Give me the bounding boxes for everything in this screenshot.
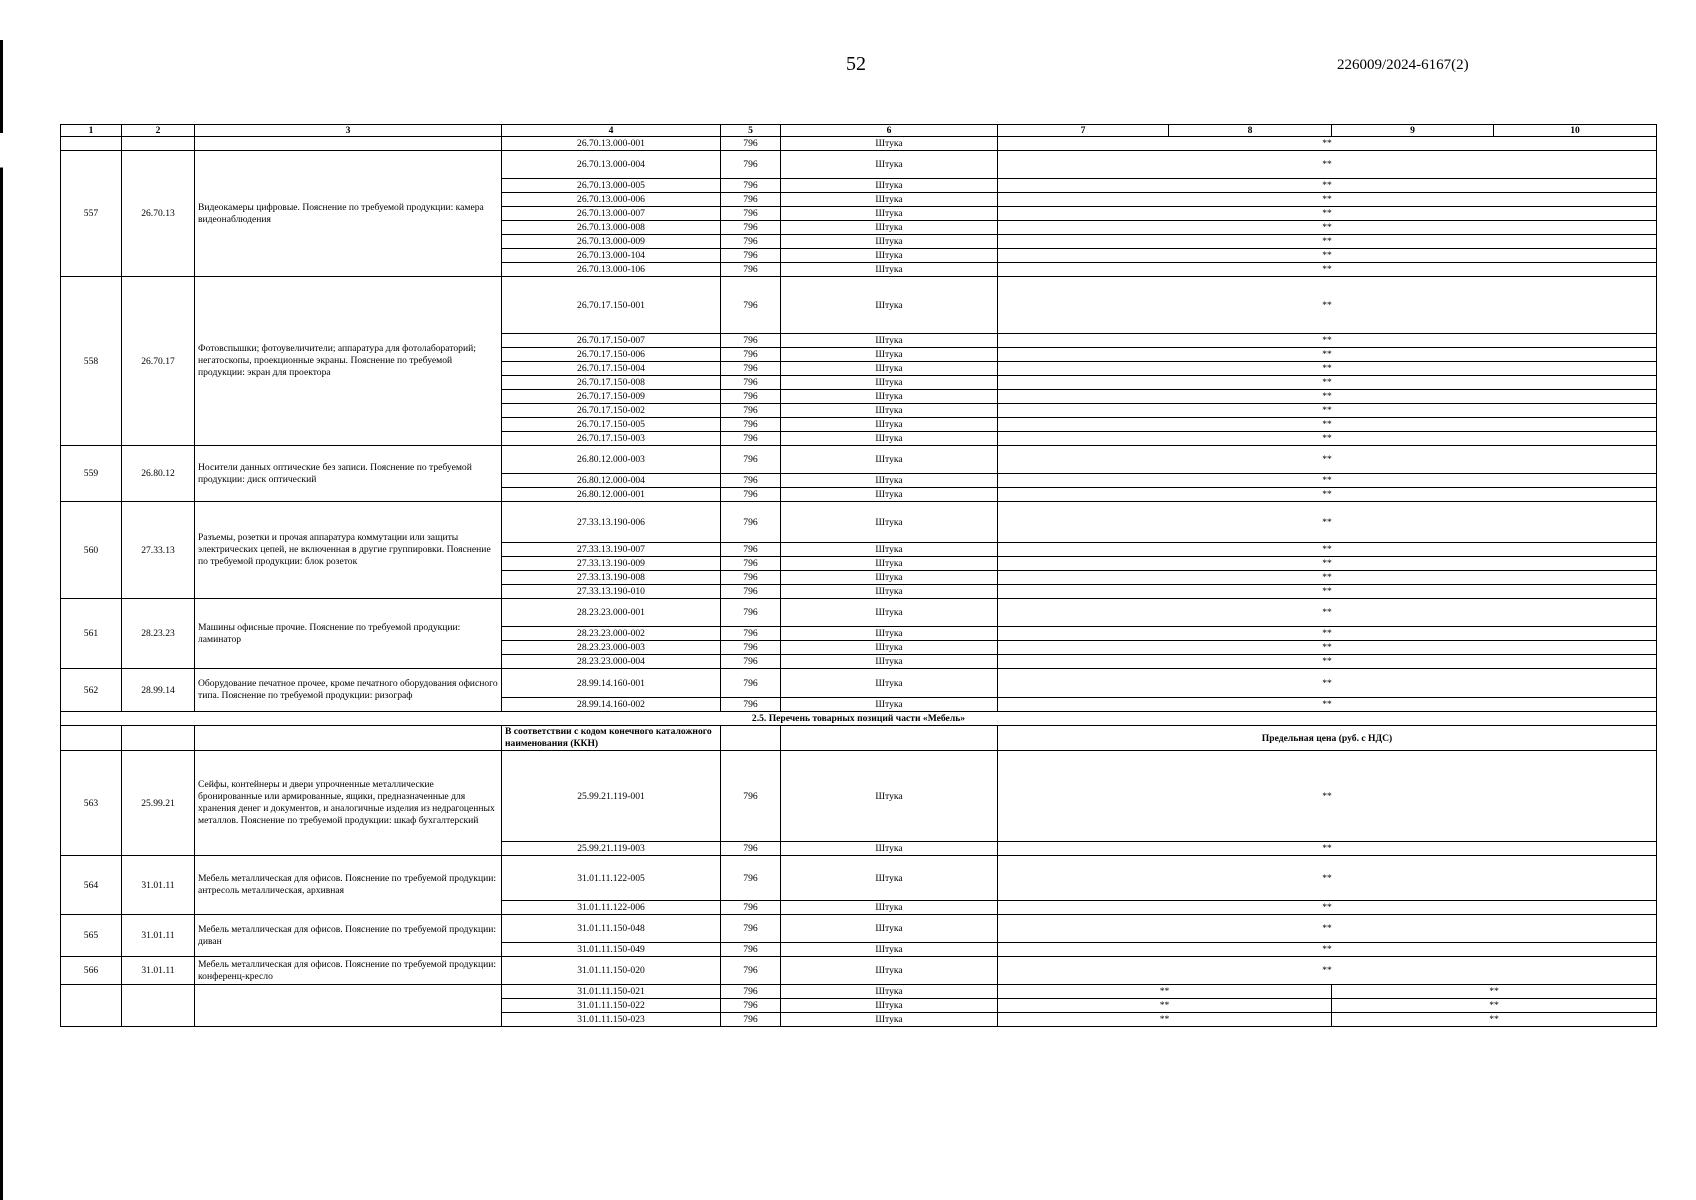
price-cell: **	[998, 856, 1657, 901]
price-cell: **	[998, 669, 1657, 698]
description: Мебель металлическая для офисов. Пояснение по требуемой продукции: антресоль металлическая, архивная	[195, 856, 502, 915]
row-number: 563	[61, 751, 122, 856]
price-cell: **	[998, 221, 1657, 235]
row-number	[61, 137, 122, 151]
unit-code: 796	[721, 627, 781, 641]
unit-code: 796	[721, 277, 781, 334]
unit-name: Штука	[781, 502, 998, 543]
table-row	[61, 151, 1657, 179]
row-number: 560	[61, 502, 122, 599]
ktru-code: 26.70.17.150-002	[502, 404, 721, 418]
price-cell: **	[998, 277, 1657, 334]
unit-name: Штука	[781, 698, 998, 712]
ktru-code: 26.70.13.000-106	[502, 263, 721, 277]
unit-name: Штука	[781, 207, 998, 221]
ktru-code: 26.80.12.000-004	[502, 474, 721, 488]
ktru-code: 28.23.23.000-003	[502, 641, 721, 655]
unit-name: Штука	[781, 915, 998, 943]
okpd-code	[122, 137, 195, 151]
price-cell: **	[998, 957, 1657, 985]
unit-name: Штука	[781, 627, 998, 641]
price-cell: **	[998, 348, 1657, 362]
column-header-8: 8	[1169, 125, 1332, 137]
okpd-code: 25.99.21	[122, 751, 195, 856]
okpd-code: 28.23.23	[122, 599, 195, 669]
unit-name: Штука	[781, 418, 998, 432]
okpd-code: 26.70.13	[122, 151, 195, 277]
blank-cell	[781, 726, 998, 751]
ktru-code: 27.33.13.190-007	[502, 543, 721, 557]
okpd-code: 26.70.17	[122, 277, 195, 446]
unit-code: 796	[721, 446, 781, 474]
ktru-code: 25.99.21.119-001	[502, 751, 721, 842]
unit-name: Штука	[781, 655, 998, 669]
unit-code: 796	[721, 842, 781, 856]
price-cell: **	[998, 235, 1657, 249]
blank-cell	[195, 985, 502, 1027]
unit-name: Штука	[781, 543, 998, 557]
unit-name: Штука	[781, 1013, 998, 1027]
price-cell: **	[998, 207, 1657, 221]
ktru-code: 26.70.13.000-009	[502, 235, 721, 249]
unit-code: 796	[721, 585, 781, 599]
table-row	[61, 712, 1657, 726]
description: Мебель металлическая для офисов. Пояснение по требуемой продукции: диван	[195, 915, 502, 957]
ktru-code: 26.70.13.000-006	[502, 193, 721, 207]
ktru-code: 27.33.13.190-010	[502, 585, 721, 599]
unit-name: Штука	[781, 446, 998, 474]
blank-cell	[122, 726, 195, 751]
unit-name: Штука	[781, 599, 998, 627]
kkn-header: В соответствии с кодом конечного каталожного наименования (ККН)	[502, 726, 721, 751]
ktru-code: 31.01.11.122-005	[502, 856, 721, 901]
unit-name: Штука	[781, 669, 998, 698]
table-row	[61, 751, 1657, 842]
price-cell: **	[998, 404, 1657, 418]
description: Оборудование печатное прочее, кроме печатного оборудования офисного типа. Пояснение по требуемой продукции: ризограф	[195, 669, 502, 712]
price-cell: **	[998, 376, 1657, 390]
unit-code: 796	[721, 179, 781, 193]
row-number: 561	[61, 599, 122, 669]
description: Машины офисные прочие. Пояснение по требуемой продукции: ламинатор	[195, 599, 502, 669]
column-header-5: 5	[721, 125, 781, 137]
ktru-code: 28.23.23.000-001	[502, 599, 721, 627]
price-cell: **	[998, 641, 1657, 655]
price-cell: **	[998, 179, 1657, 193]
column-header-3: 3	[195, 125, 502, 137]
blank-cell	[195, 726, 502, 751]
ktru-code: 27.33.13.190-006	[502, 502, 721, 543]
unit-code: 796	[721, 698, 781, 712]
price-cell: **	[998, 627, 1657, 641]
unit-code: 796	[721, 376, 781, 390]
column-header-4: 4	[502, 125, 721, 137]
price-cell: **	[998, 751, 1657, 842]
ktru-code: 26.70.17.150-009	[502, 390, 721, 404]
price-cell: **	[998, 151, 1657, 179]
table-row	[61, 856, 1657, 901]
description: Сейфы, контейнеры и двери упрочненные металлические бронированные или армированные, ящики, предназначенные для хранения денег и документов, и аналогичные изделия из недрагоценных металлов. Пояснение по требуемой продукции: шкаф бухгалтерский	[195, 751, 502, 856]
price-cell: **	[998, 698, 1657, 712]
price-cell: **	[998, 390, 1657, 404]
ktru-code: 26.70.17.150-008	[502, 376, 721, 390]
unit-code: 796	[721, 474, 781, 488]
unit-name: Штука	[781, 641, 998, 655]
price-cell: **	[998, 193, 1657, 207]
description: Фотовспышки; фотоувеличители; аппаратура для фотолабораторий; негатоскопы, проекционные экраны. Пояснение по требуемой продукции: экран для проектора	[195, 277, 502, 446]
price-cell: **	[998, 137, 1657, 151]
unit-code: 796	[721, 249, 781, 263]
unit-code: 796	[721, 999, 781, 1013]
unit-code: 796	[721, 957, 781, 985]
ktru-code: 26.70.13.000-005	[502, 179, 721, 193]
okpd-code: 31.01.11	[122, 957, 195, 985]
okpd-code: 31.01.11	[122, 856, 195, 915]
unit-name: Штука	[781, 137, 998, 151]
unit-code: 796	[721, 502, 781, 543]
unit-name: Штука	[781, 901, 998, 915]
unit-code: 796	[721, 655, 781, 669]
ktru-code: 31.01.11.150-021	[502, 985, 721, 999]
row-number: 562	[61, 669, 122, 712]
unit-name: Штука	[781, 151, 998, 179]
unit-code: 796	[721, 1013, 781, 1027]
okpd-code: 31.01.11	[122, 915, 195, 957]
unit-code: 796	[721, 137, 781, 151]
row-number: 559	[61, 446, 122, 502]
unit-code: 796	[721, 235, 781, 249]
unit-name: Штука	[781, 179, 998, 193]
unit-code: 796	[721, 404, 781, 418]
ktru-code: 26.70.13.000-008	[502, 221, 721, 235]
price-cell: **	[998, 985, 1332, 999]
row-number: 565	[61, 915, 122, 957]
description: Носители данных оптические без записи. Пояснение по требуемой продукции: диск оптический	[195, 446, 502, 502]
table-row	[61, 446, 1657, 474]
blank-cell	[61, 726, 122, 751]
table-row	[61, 599, 1657, 627]
unit-name: Штука	[781, 390, 998, 404]
ktru-code: 31.01.11.150-022	[502, 999, 721, 1013]
price-cell: **	[998, 446, 1657, 474]
ktru-code: 26.70.17.150-007	[502, 334, 721, 348]
section-title: 2.5. Перечень товарных позиций части «Мебель»	[61, 712, 1657, 726]
ktru-code: 31.01.11.150-048	[502, 915, 721, 943]
unit-code: 796	[721, 856, 781, 901]
ktru-code: 28.99.14.160-002	[502, 698, 721, 712]
unit-name: Штука	[781, 488, 998, 502]
page-number: 52	[846, 53, 866, 75]
table-row	[61, 915, 1657, 943]
unit-code: 796	[721, 362, 781, 376]
ktru-code: 26.70.13.000-104	[502, 249, 721, 263]
unit-code: 796	[721, 751, 781, 842]
table-row	[61, 669, 1657, 698]
price-cell: **	[998, 432, 1657, 446]
table-row	[61, 502, 1657, 543]
price-cell: **	[998, 943, 1657, 957]
items-table	[60, 124, 1657, 1027]
unit-name: Штука	[781, 957, 998, 985]
unit-code: 796	[721, 488, 781, 502]
price-cell: **	[998, 488, 1657, 502]
unit-name: Штука	[781, 404, 998, 418]
unit-code: 796	[721, 432, 781, 446]
ktru-code: 28.99.14.160-001	[502, 669, 721, 698]
table-row	[61, 726, 1657, 751]
ktru-code: 26.70.17.150-006	[502, 348, 721, 362]
column-header-9: 9	[1332, 125, 1494, 137]
ktru-code: 26.80.12.000-001	[502, 488, 721, 502]
price-cell: **	[998, 599, 1657, 627]
unit-code: 796	[721, 985, 781, 999]
document-id: 226009/2024-6167(2)	[1337, 57, 1469, 73]
price-cell: **	[998, 362, 1657, 376]
ktru-code: 26.70.17.150-004	[502, 362, 721, 376]
unit-name: Штука	[781, 277, 998, 334]
price-header: Предельная цена (руб. с НДС)	[998, 726, 1657, 751]
table-row	[61, 137, 1657, 151]
ktru-code: 31.01.11.150-020	[502, 957, 721, 985]
blank-cell	[122, 985, 195, 1027]
unit-name: Штука	[781, 751, 998, 842]
unit-name: Штука	[781, 557, 998, 571]
unit-name: Штука	[781, 474, 998, 488]
unit-code: 796	[721, 599, 781, 627]
unit-name: Штука	[781, 571, 998, 585]
ktru-code: 27.33.13.190-008	[502, 571, 721, 585]
price-cell: **	[998, 999, 1332, 1013]
unit-name: Штука	[781, 585, 998, 599]
unit-code: 796	[721, 571, 781, 585]
unit-name: Штука	[781, 348, 998, 362]
unit-code: 796	[721, 669, 781, 698]
unit-code: 796	[721, 543, 781, 557]
row-number: 558	[61, 277, 122, 446]
price-cell: **	[998, 557, 1657, 571]
row-number: 564	[61, 856, 122, 915]
unit-code: 796	[721, 418, 781, 432]
unit-name: Штука	[781, 193, 998, 207]
unit-name: Штука	[781, 432, 998, 446]
unit-name: Штука	[781, 985, 998, 999]
ktru-code: 26.70.13.000-007	[502, 207, 721, 221]
ktru-code: 31.01.11.150-049	[502, 943, 721, 957]
price-cell: **	[998, 543, 1657, 557]
unit-name: Штука	[781, 362, 998, 376]
column-header-6: 6	[781, 125, 998, 137]
unit-name: Штука	[781, 842, 998, 856]
price-cell: **	[998, 901, 1657, 915]
description	[195, 137, 502, 151]
ktru-code: 26.70.13.000-004	[502, 151, 721, 179]
ktru-code: 27.33.13.190-009	[502, 557, 721, 571]
column-header-2: 2	[122, 125, 195, 137]
unit-code: 796	[721, 207, 781, 221]
column-header-1: 1	[61, 125, 122, 137]
blank-cell	[721, 726, 781, 751]
price-cell: **	[998, 842, 1657, 856]
unit-code: 796	[721, 641, 781, 655]
ktru-code: 26.80.12.000-003	[502, 446, 721, 474]
column-header-10: 10	[1494, 125, 1657, 137]
table-row	[61, 957, 1657, 985]
unit-code: 796	[721, 915, 781, 943]
price-cell: **	[1332, 985, 1657, 999]
price-cell: **	[998, 585, 1657, 599]
description: Видеокамеры цифровые. Пояснение по требуемой продукции: камера видеонаблюдения	[195, 151, 502, 277]
description: Разъемы, розетки и прочая аппаратура коммутации или защиты электрических цепей, не включенная в другие группировки. Пояснение по требуемой продукции: блок розеток	[195, 502, 502, 599]
unit-code: 796	[721, 557, 781, 571]
price-cell: **	[998, 655, 1657, 669]
unit-name: Штука	[781, 221, 998, 235]
unit-code: 796	[721, 901, 781, 915]
table-row	[61, 277, 1657, 334]
ktru-code: 26.70.17.150-001	[502, 277, 721, 334]
price-cell: **	[998, 334, 1657, 348]
unit-name: Штука	[781, 943, 998, 957]
price-cell: **	[998, 915, 1657, 943]
unit-code: 796	[721, 221, 781, 235]
price-cell: **	[998, 263, 1657, 277]
table-row	[61, 985, 1657, 999]
ktru-code: 26.70.17.150-003	[502, 432, 721, 446]
price-cell: **	[1332, 999, 1657, 1013]
okpd-code: 26.80.12	[122, 446, 195, 502]
unit-code: 796	[721, 193, 781, 207]
price-cell: **	[998, 571, 1657, 585]
unit-name: Штука	[781, 334, 998, 348]
okpd-code: 28.99.14	[122, 669, 195, 712]
table-row	[61, 125, 1657, 137]
price-cell: **	[998, 249, 1657, 263]
ktru-code: 31.01.11.150-023	[502, 1013, 721, 1027]
column-header-7: 7	[998, 125, 1169, 137]
unit-code: 796	[721, 151, 781, 179]
price-cell: **	[998, 1013, 1332, 1027]
price-cell: **	[998, 502, 1657, 543]
ktru-code: 28.23.23.000-004	[502, 655, 721, 669]
ktru-code: 31.01.11.122-006	[502, 901, 721, 915]
description: Мебель металлическая для офисов. Пояснение по требуемой продукции: конференц-кресло	[195, 957, 502, 985]
blank-cell	[61, 985, 122, 1027]
unit-name: Штука	[781, 249, 998, 263]
row-number: 566	[61, 957, 122, 985]
unit-name: Штука	[781, 856, 998, 901]
ktru-code: 26.70.17.150-005	[502, 418, 721, 432]
scan-edge	[0, 40, 3, 1200]
ktru-code: 28.23.23.000-002	[502, 627, 721, 641]
unit-code: 796	[721, 390, 781, 404]
unit-code: 796	[721, 334, 781, 348]
unit-name: Штука	[781, 999, 998, 1013]
unit-name: Штука	[781, 263, 998, 277]
ktru-code: 25.99.21.119-003	[502, 842, 721, 856]
price-cell: **	[1332, 1013, 1657, 1027]
price-cell: **	[998, 474, 1657, 488]
unit-code: 796	[721, 263, 781, 277]
unit-code: 796	[721, 348, 781, 362]
ktru-code: 26.70.13.000-001	[502, 137, 721, 151]
okpd-code: 27.33.13	[122, 502, 195, 599]
unit-name: Штука	[781, 376, 998, 390]
unit-code: 796	[721, 943, 781, 957]
unit-name: Штука	[781, 235, 998, 249]
price-cell: **	[998, 418, 1657, 432]
row-number: 557	[61, 151, 122, 277]
